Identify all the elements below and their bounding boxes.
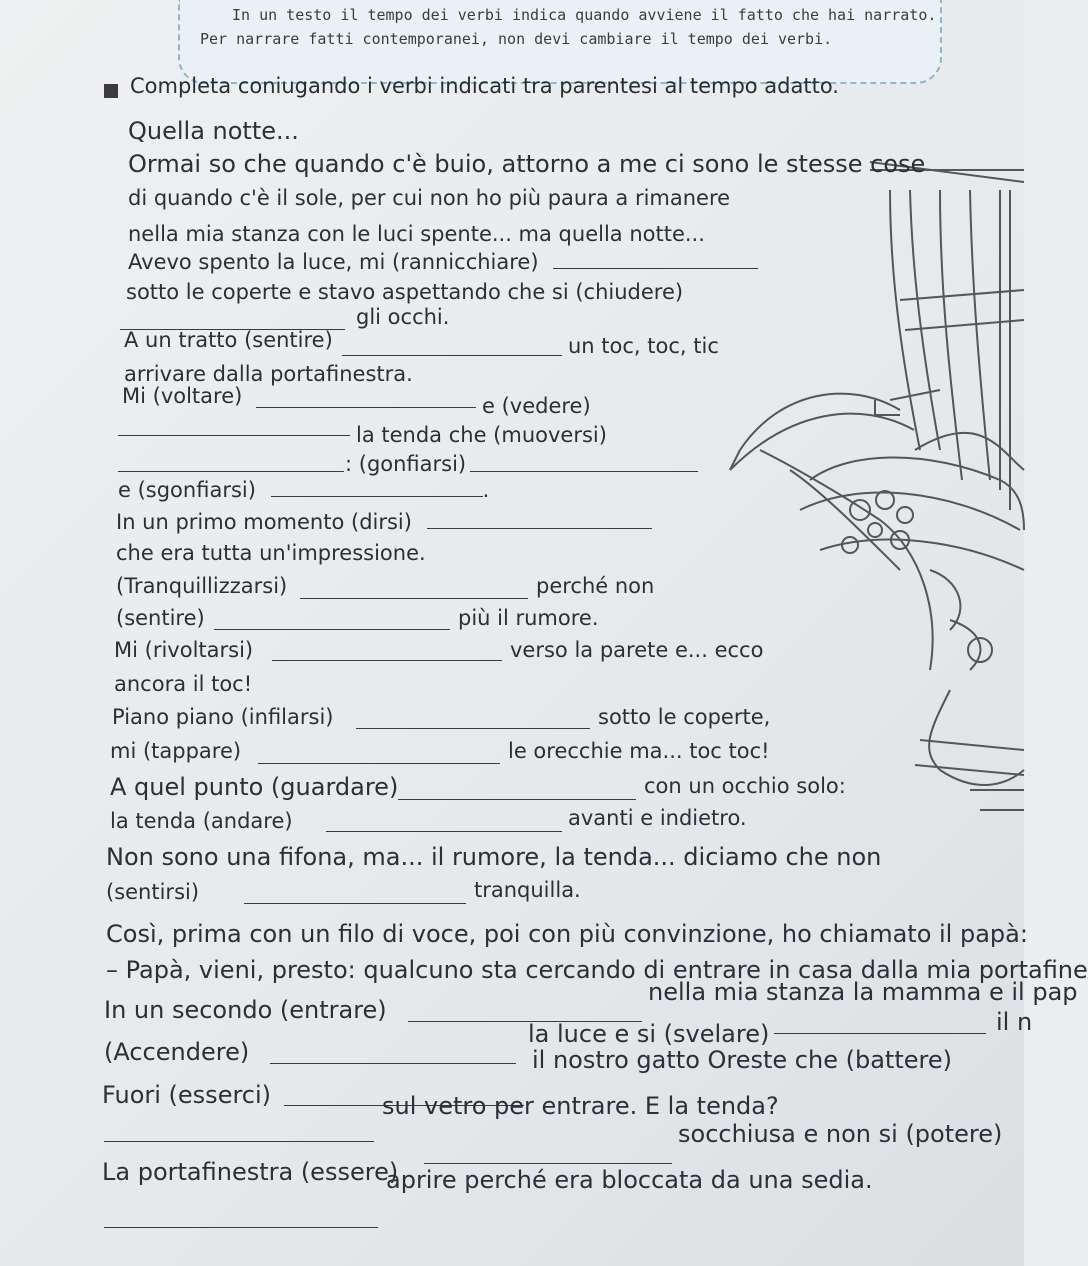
- answer-blank[interactable]: [553, 267, 758, 269]
- story-line: il n: [996, 1008, 1033, 1036]
- info-note-line-2: Per narrare fatti contemporanei, non devi cambiare il tempo dei verbi.: [200, 30, 833, 48]
- story-line: In un secondo (entrare): [104, 996, 387, 1024]
- story-line: Fuori (esserci): [102, 1081, 272, 1109]
- answer-blank[interactable]: [258, 762, 500, 764]
- instruction-bullet-icon: [104, 84, 118, 98]
- story-line: verso la parete e... ecco: [510, 638, 764, 662]
- story-line: La portafinestra (essere): [102, 1158, 399, 1186]
- answer-blank[interactable]: [214, 628, 450, 630]
- answer-blank[interactable]: [326, 830, 562, 832]
- answer-blank[interactable]: [256, 406, 476, 408]
- story-line: le orecchie ma... toc toc!: [508, 739, 770, 763]
- story-line: Piano piano (infilarsi): [112, 705, 334, 729]
- answer-blank[interactable]: [244, 902, 466, 904]
- story-line: sotto le coperte e stavo aspettando che si (chiudere): [126, 280, 684, 304]
- story-line: ancora il toc!: [114, 672, 253, 696]
- answer-blank[interactable]: [272, 659, 502, 661]
- answer-blank[interactable]: [398, 798, 636, 800]
- sentence-text: Avevo spento la luce, mi (rannicchiare): [128, 250, 539, 274]
- answer-blank[interactable]: [118, 470, 344, 472]
- story-line: la tenda che (muoversi): [356, 423, 607, 447]
- story-line: : (gonfiarsi): [345, 452, 467, 476]
- story-line: [128, 250, 758, 274]
- story-line: più il rumore.: [458, 606, 599, 630]
- story-line: – Papà, vieni, presto: qualcuno sta cercando di entrare in casa dalla mia portafine: [106, 956, 1088, 984]
- story-line: Non sono una fifona, ma... il rumore, la tenda... diciamo che non: [106, 843, 882, 871]
- story-line: tranquilla.: [474, 878, 581, 902]
- story-line: arrivare dalla portafinestra.: [124, 362, 413, 386]
- answer-blank[interactable]: [470, 470, 698, 472]
- story-line: con un occhio solo:: [644, 774, 846, 798]
- story-line: Così, prima con un filo di voce, poi con più convinzione, ho chiamato il papà:: [106, 920, 1028, 948]
- story-line: socchiusa e non si (potere): [678, 1120, 1003, 1148]
- info-note-line-1: In un testo il tempo dei verbi indica quando avviene il fatto che hai narrato.: [232, 6, 937, 24]
- answer-blank[interactable]: [104, 1226, 378, 1228]
- story-line: nella mia stanza con le luci spente... ma quella notte...: [128, 222, 705, 246]
- sentence-text: e (sgonfiarsi): [118, 478, 256, 502]
- story-line: (sentirsi): [106, 880, 200, 904]
- story-line: sul vetro per entrare. E la tenda?: [382, 1092, 779, 1120]
- answer-blank[interactable]: [271, 495, 483, 497]
- story-line: aprire perché era bloccata da una sedia.: [386, 1166, 873, 1194]
- answer-blank[interactable]: [427, 527, 652, 529]
- answer-blank[interactable]: [342, 354, 562, 356]
- story-line: nella mia stanza la mamma e il pap: [648, 978, 1078, 1006]
- story-line: la tenda (andare): [110, 809, 293, 833]
- answer-blank[interactable]: [424, 1162, 672, 1164]
- story-line: [118, 478, 489, 502]
- story-line: avanti e indietro.: [568, 806, 747, 830]
- answer-blank[interactable]: [300, 597, 528, 599]
- story-line: Mi (voltare): [122, 384, 243, 408]
- story-line: gli occhi.: [356, 305, 450, 329]
- answer-blank[interactable]: [270, 1062, 516, 1064]
- story-line: perché non: [536, 574, 655, 598]
- story-line: che era tutta un'impressione.: [116, 541, 426, 565]
- period: .: [482, 478, 490, 502]
- story-line: e (vedere): [482, 394, 591, 418]
- story-title: Quella notte...: [128, 117, 299, 145]
- answer-blank[interactable]: [774, 1032, 986, 1034]
- story-line: sotto le coperte,: [598, 705, 771, 729]
- story-line: (Tranquillizzarsi): [116, 574, 288, 598]
- answer-blank[interactable]: [118, 434, 350, 436]
- story-line: [116, 510, 652, 534]
- answer-blank[interactable]: [356, 727, 590, 729]
- sentence-text: In un primo momento (dirsi): [116, 510, 412, 534]
- story-line: Mi (rivoltarsi): [114, 638, 254, 662]
- story-line: la luce e si (svelare): [528, 1020, 770, 1048]
- story-line: (sentire): [116, 606, 205, 630]
- story-line: A quel punto (guardare): [110, 773, 399, 801]
- exercise-instruction: Completa coniugando i verbi indicati tra parentesi al tempo adatto.: [130, 74, 839, 98]
- answer-blank[interactable]: [104, 1140, 374, 1142]
- story-line: Ormai so che quando c'è buio, attorno a me ci sono le stesse cose: [128, 150, 926, 178]
- story-line: il nostro gatto Oreste che (battere): [532, 1046, 952, 1074]
- story-line: A un tratto (sentire): [124, 328, 333, 352]
- story-line: mi (tappare): [110, 739, 242, 763]
- story-line: un toc, toc, tic: [568, 334, 719, 358]
- story-line: di quando c'è il sole, per cui non ho più paura a rimanere: [128, 186, 731, 210]
- story-line: (Accendere): [104, 1038, 250, 1066]
